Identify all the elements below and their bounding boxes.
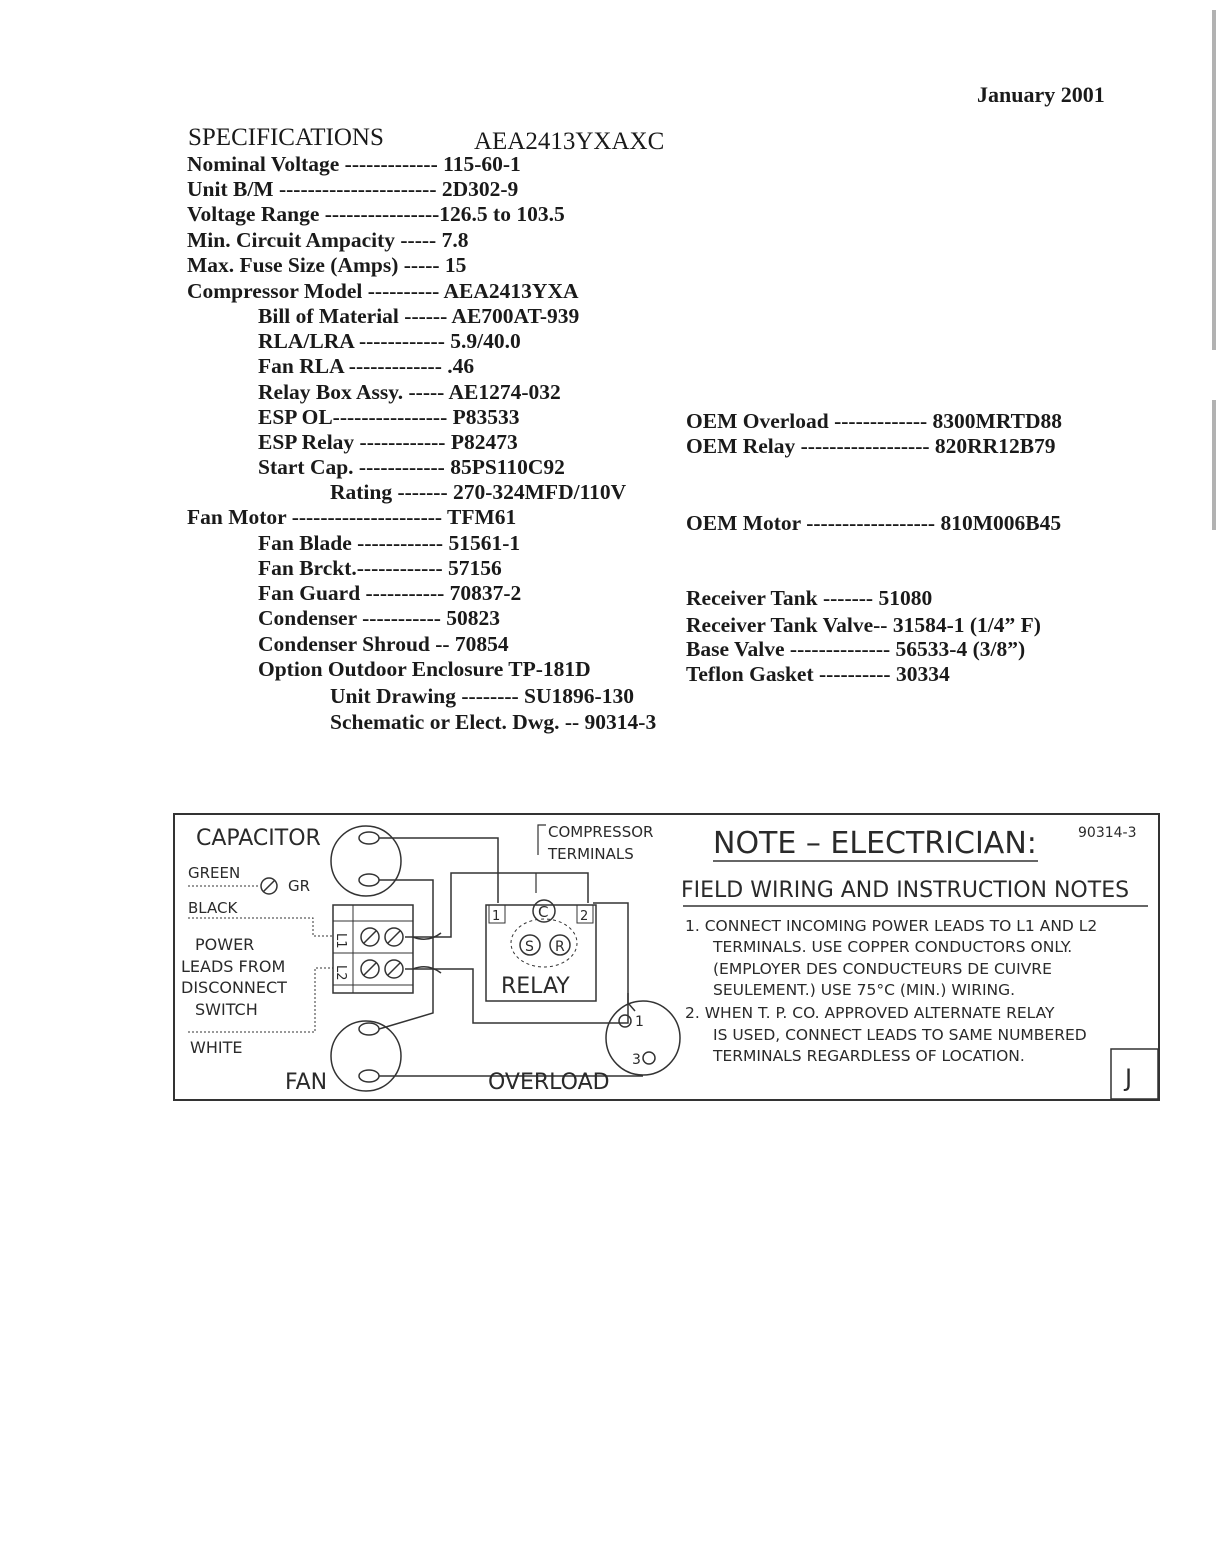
revision-letter: J: [1125, 1064, 1133, 1092]
revision-box: [1111, 1049, 1158, 1099]
overload-terminal: [619, 1015, 631, 1027]
svg-text:R: R: [555, 939, 565, 955]
spec-line: Fan RLA ------------- .46: [258, 354, 475, 378]
oem-line: Teflon Gasket ---------- 30334: [686, 662, 950, 686]
fan-motor-symbol: [331, 1021, 401, 1091]
spec-line: Unit B/M ---------------------- 2D302-9: [187, 177, 519, 201]
spec-line: Schematic or Elect. Dwg. -- 90314-3: [330, 710, 657, 734]
spec-line: Fan Brckt.------------ 57156: [258, 556, 502, 580]
spec-line: Condenser Shroud -- 70854: [258, 632, 509, 656]
overload-label: OVERLOAD: [488, 1070, 610, 1095]
svg-text:3: 3: [632, 1052, 641, 1068]
black-wire: [188, 918, 333, 936]
oem-line: Receiver Tank Valve-- 31584-1 (1/4” F): [686, 613, 1041, 637]
fan-terminal: [359, 1070, 379, 1082]
spec-line: Nominal Voltage ------------- 115-60-1: [187, 152, 521, 176]
overload-symbol: [606, 1001, 680, 1075]
oem-line: Receiver Tank ------- 51080: [686, 586, 933, 610]
green-wire-label: GREEN: [188, 864, 241, 882]
svg-text:C: C: [538, 903, 549, 921]
specifications-title: SPECIFICATIONS: [188, 124, 384, 151]
svg-text:S: S: [525, 939, 534, 955]
scan-artifact: [1212, 10, 1216, 350]
spec-line: Fan Blade ------------ 51561-1: [258, 531, 521, 555]
note-line: SEULEMENT.) USE 75°C (MIN.) WIRING.: [713, 981, 1016, 999]
wire: [593, 903, 635, 1011]
wire: [379, 880, 433, 1029]
note-line: (EMPLOYER DES CONDUCTEURS DE CUIVRE: [713, 960, 1052, 978]
document-date: January 2001: [977, 82, 1105, 107]
switch-label: SWITCH: [195, 1000, 258, 1019]
disconnect-label: DISCONNECT: [181, 978, 287, 997]
compressor-label: COMPRESSOR: [548, 823, 654, 841]
note-line: TERMINALS REGARDLESS OF LOCATION.: [713, 1047, 1025, 1065]
ground-label: GR: [288, 877, 311, 895]
spec-line: Option Outdoor Enclosure TP-181D: [258, 657, 591, 681]
oem-line: OEM Motor ------------------ 810M006B45: [686, 511, 1062, 535]
capacitor-terminal: [359, 874, 379, 886]
spec-line: Compressor Model ---------- AEA2413YXA: [187, 279, 579, 303]
note-line: 1. CONNECT INCOMING POWER LEADS TO L1 AND L2: [685, 917, 1098, 935]
specifications-model: AEA2413YXAXC: [474, 128, 665, 155]
spec-line: RLA/LRA ------------ 5.9/40.0: [258, 329, 521, 353]
spec-line: Fan Guard ----------- 70837-2: [258, 581, 522, 605]
fan-terminal: [359, 1023, 379, 1035]
spec-line: ESP OL---------------- P83533: [258, 405, 520, 429]
note-title: NOTE – ELECTRICIAN:: [713, 826, 1037, 861]
field-wiring-title: FIELD WIRING AND INSTRUCTION NOTES: [681, 878, 1130, 903]
oem-line: Base Valve -------------- 56533-4 (3/8”): [686, 637, 1026, 661]
oem-line: OEM Relay ------------------ 820RR12B79: [686, 434, 1056, 458]
wire: [379, 838, 498, 903]
svg-text:2: 2: [580, 909, 589, 924]
spec-line: Fan Motor --------------------- TFM61: [187, 505, 517, 529]
white-wire-label: WHITE: [190, 1038, 243, 1057]
terminals-label: TERMINALS: [548, 845, 634, 863]
spec-line: Max. Fuse Size (Amps) ----- 15: [187, 253, 467, 277]
capacitor-terminal: [359, 832, 379, 844]
wiring-diagram: [173, 813, 1160, 1101]
leads-from-label: LEADS FROM: [181, 957, 286, 976]
power-label: POWER: [195, 935, 255, 954]
scan-artifact: [1212, 400, 1216, 530]
note-line: 2. WHEN T. P. CO. APPROVED ALTERNATE RELAY: [685, 1004, 1055, 1022]
l2-label: L2: [333, 965, 348, 981]
relay-label: RELAY: [501, 974, 570, 999]
spec-line: Start Cap. ------------ 85PS110C92: [258, 455, 565, 479]
svg-text:1: 1: [492, 909, 501, 924]
svg-text:1: 1: [635, 1014, 644, 1030]
fan-label: FAN: [285, 1070, 328, 1095]
spec-line: ESP Relay ------------ P82473: [258, 430, 518, 454]
spec-line: Condenser ----------- 50823: [258, 606, 501, 630]
drawing-number: 90314-3: [1078, 825, 1137, 841]
note-line: IS USED, CONNECT LEADS TO SAME NUMBERED: [713, 1026, 1087, 1044]
oem-line: OEM Overload ------------- 8300MRTD88: [686, 409, 1062, 433]
spec-line: Voltage Range ----------------126.5 to 103.5: [187, 202, 565, 226]
note-line: TERMINALS. USE COPPER CONDUCTORS ONLY.: [713, 938, 1073, 956]
spec-line: Rating ------- 270-324MFD/110V: [330, 480, 627, 504]
black-wire-label: BLACK: [188, 899, 238, 917]
overload-terminal: [643, 1052, 655, 1064]
spec-line: Relay Box Assy. ----- AE1274-032: [258, 380, 561, 404]
spec-line: Bill of Material ------ AE700AT-939: [258, 304, 580, 328]
capacitor-label: CAPACITOR: [196, 826, 321, 851]
spec-line: Unit Drawing -------- SU1896-130: [330, 684, 634, 708]
spec-line: Min. Circuit Ampacity ----- 7.8: [187, 228, 469, 252]
l1-label: L1: [333, 933, 348, 949]
